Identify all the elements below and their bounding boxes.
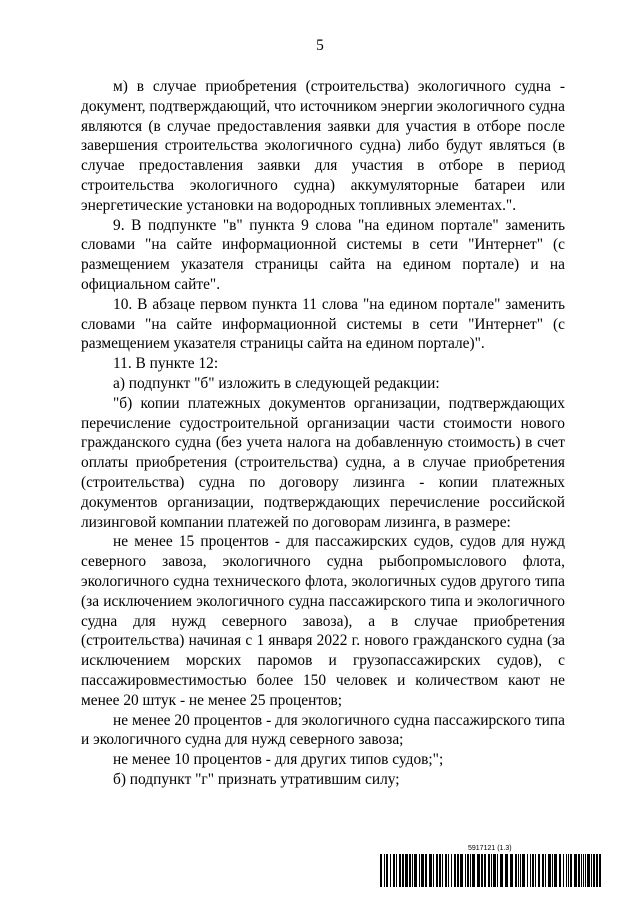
page-number: 5	[316, 37, 324, 54]
paragraph-15-percent: не менее 15 процентов - для пассажирских судов, судов для нужд северного завоза, экологичного судна рыбопромыслового флота, экологичного судна технического флота, экологичных судов другого типа (за исключением экологичного судна пассажирского типа и экологичного судна для нужд северного завоза), а в случае приобретения (строительства) начиная с 1 января 2022 г. нового гражданского судна (за исключением морских паромов и грузопассажирских судов), с пассажировместимостью более 150 человек и количеством кают не менее 20 штук - не менее 25 процентов;	[81, 533, 565, 709]
document-body	[81, 77, 565, 790]
paragraph-10-percent: не менее 10 процентов - для других типов судов;";	[113, 751, 444, 769]
paragraph-11b: б) подпункт "г" признать утратившим силу;	[113, 770, 400, 788]
paragraph-9: 9. В подпункте "в" пункта 9 слова "на едином портале" заменить словами "на сайте информационной системы в сети "Интернет" (с размещением указателя страницы сайта на едином портале) и на официальном сайте".	[81, 216, 565, 293]
barcode-block	[380, 845, 602, 895]
barcode-icon	[380, 854, 602, 887]
barcode-number: 5917121 (1.3)	[468, 845, 512, 852]
paragraph-10: 10. В абзаце первом пункта 11 слова "на едином портале" заменить словами "на сайте информационной системы в сети "Интернет" (с размещением указателя страницы сайта на едином портале)".	[81, 295, 565, 353]
paragraph-m: м) в случае приобретения (строительства) экологичного судна - документ, подтверждающий, что источником энергии экологичного судна являются (в случае предоставления заявки для участия в отборе после завершения строительства экологичного судна) либо будут являться (в случае предоставления заявки для участия в отборе в период строительства экологичного судна) аккумуляторные батареи или энергетические установки на водородных топливных элементах.".	[81, 78, 565, 214]
paragraph-11: 11. В пункте 12:	[113, 355, 219, 373]
paragraph-11a: а) подпункт "б" изложить в следующей редакции:	[113, 374, 440, 392]
paragraph-20-percent: не менее 20 процентов - для экологичного судна пассажирского типа и экологичного судна для нужд северного завоза;	[81, 711, 565, 749]
paragraph-b-quote: "б) копии платежных документов организации, подтверждающих перечисление судостроительной организации части стоимости нового гражданского судна (без учета налога на добавленную стоимость) в счет оплаты приобретения (строительства) судна, а в случае приобретения (строительства) судна по договору лизинга - копии платежных документов организации, подтверждающих перечисление российской лизинговой компании платежей по договорам лизинга, в размере:	[81, 394, 565, 531]
